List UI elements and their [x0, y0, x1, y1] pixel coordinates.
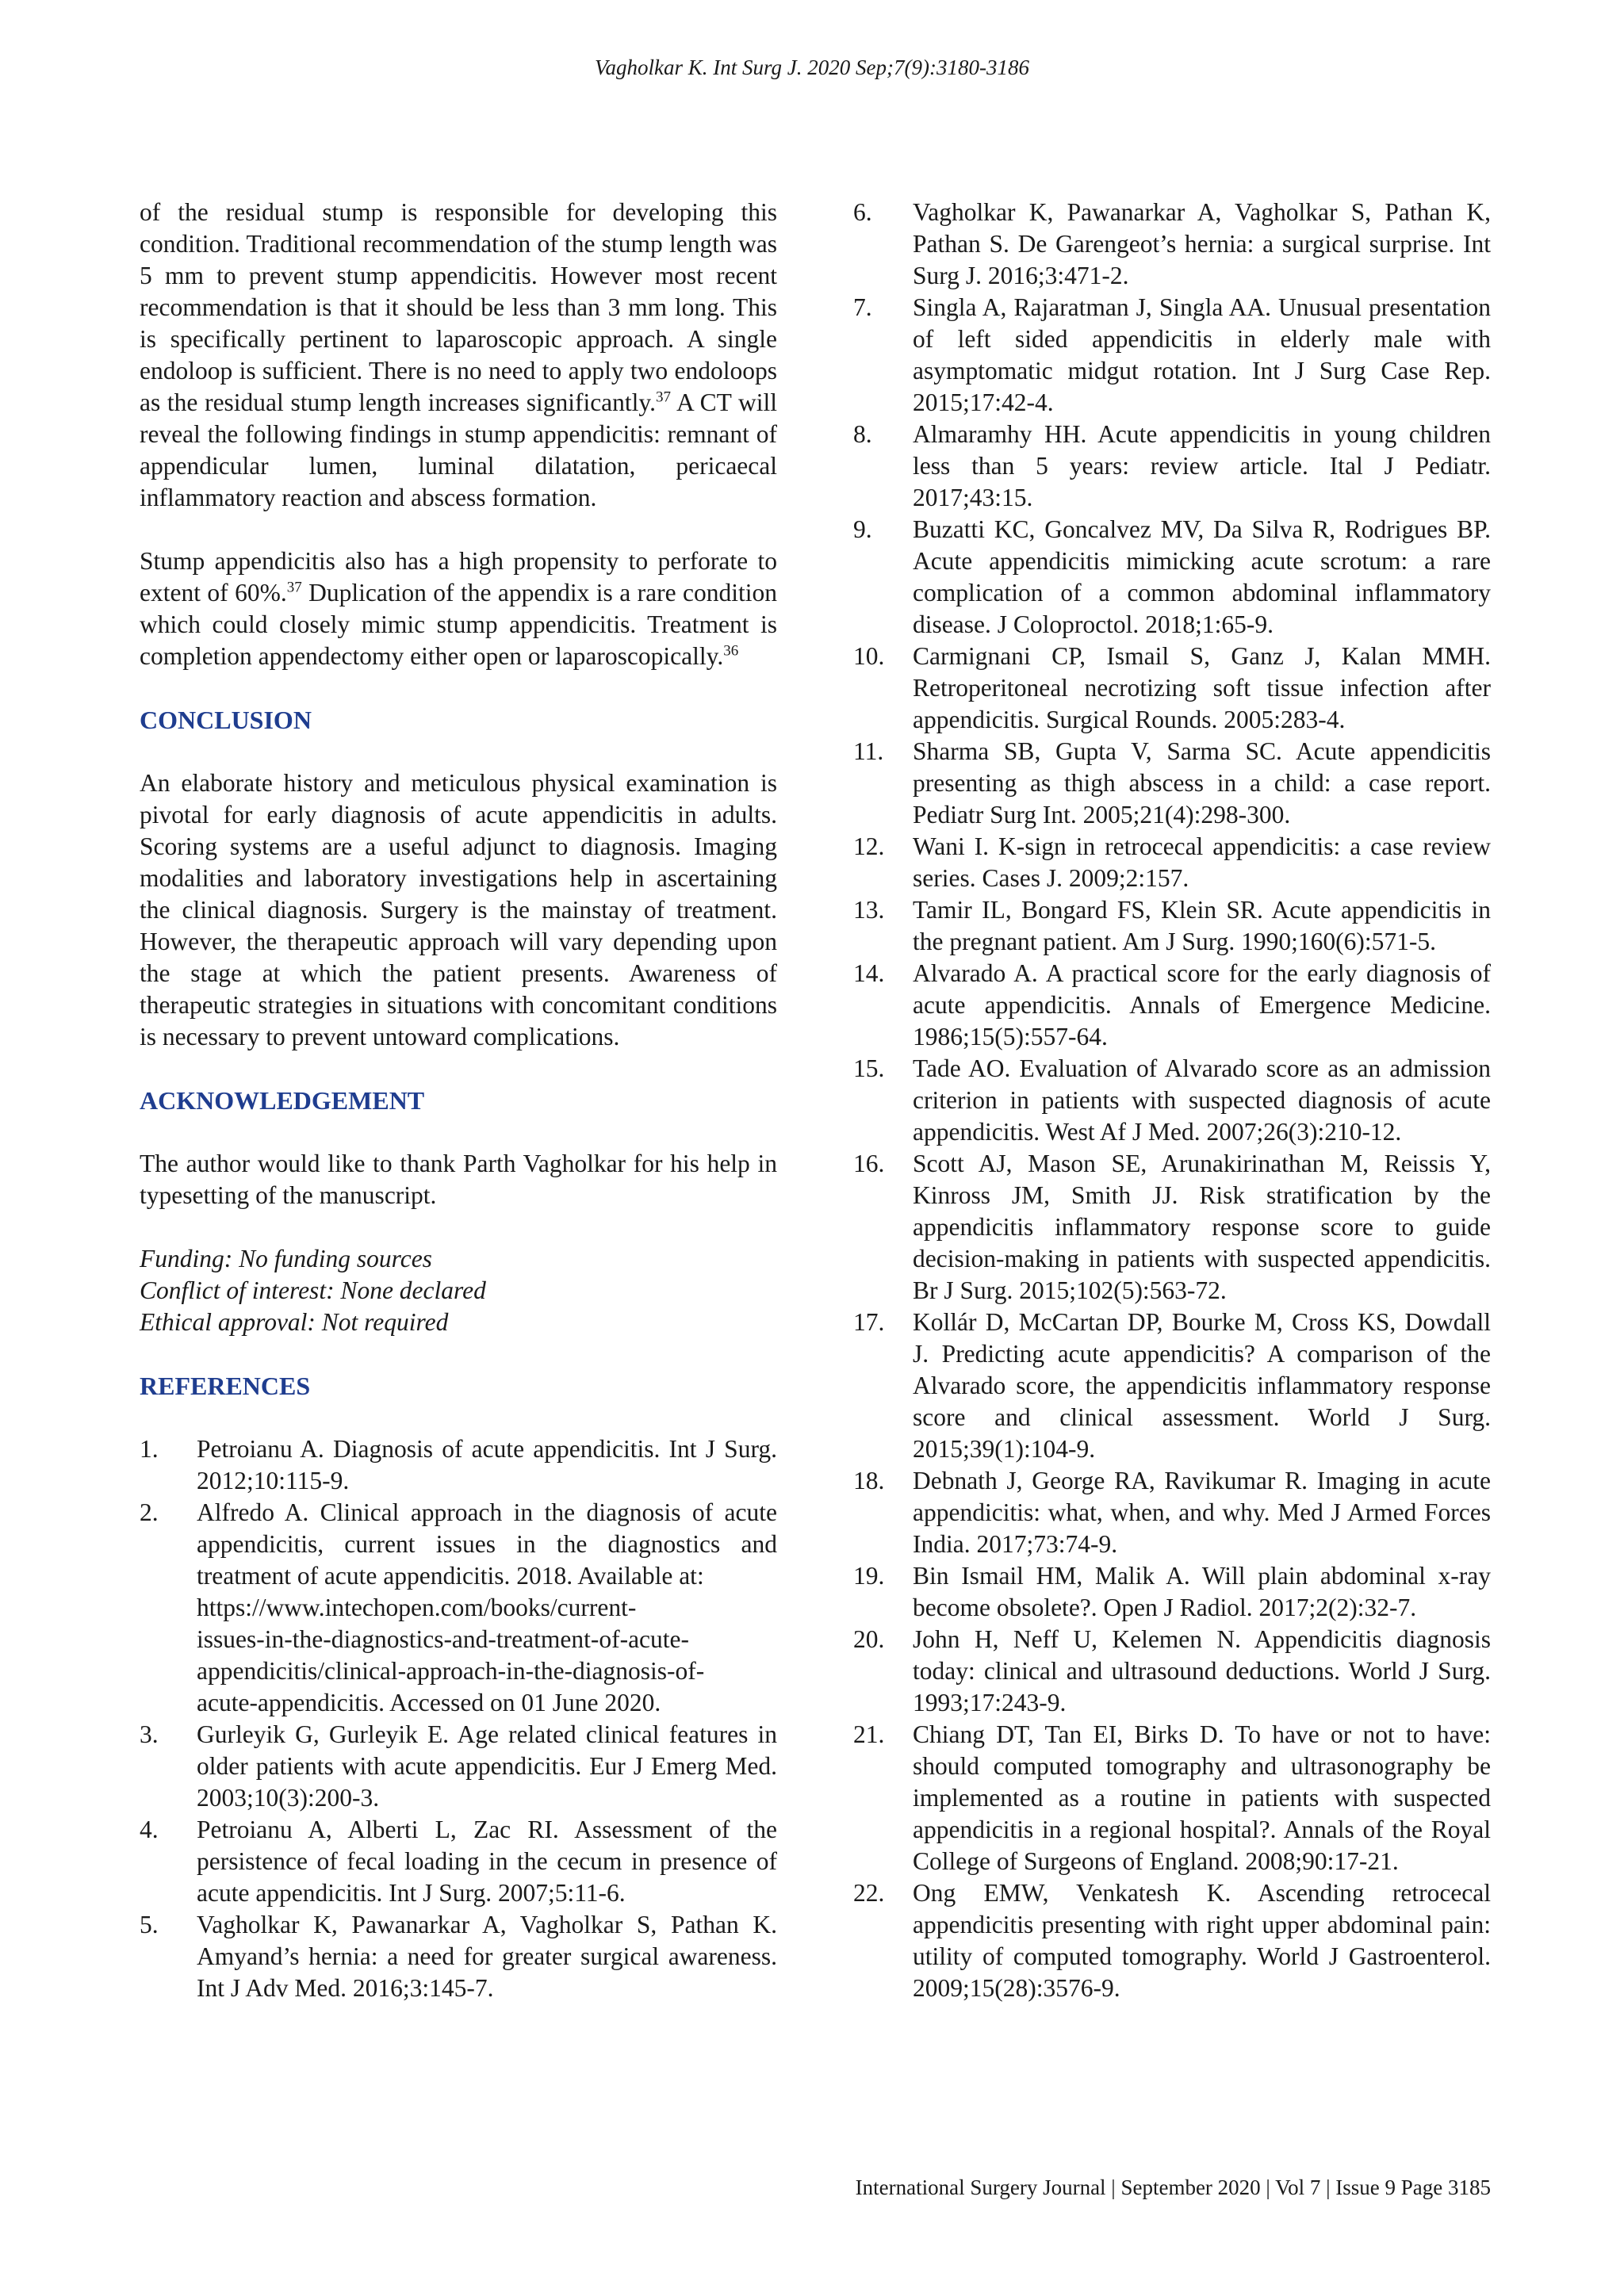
reference-text: Tamir IL, Bongard FS, Klein SR. Acute appendicitis in the pregnant patient. Am J Surg. 1990;160(6):571-5. [913, 896, 1491, 955]
reference-url-line[interactable]: acute-appendicitis. [197, 1689, 385, 1716]
conclusion-paragraph: An elaborate history and meticulous physical examination is pivotal for early diagnosis of acute appendicitis in adults. Scoring systems are a useful adjunct to diagnosis. Imaging modalities and laboratory investigations help in ascertaining the clinical diagnosis. Surgery is the mainstay of treatment. However, the therapeutic approach will vary depending upon the stage at which the patient presents. Awareness of therapeutic strategies in situations with concomitant conditions is necessary to prevent untoward complications. [140, 769, 777, 1050]
declarations [140, 1243, 777, 1338]
reference-number: 3. [140, 1720, 159, 1748]
reference-item [853, 1719, 1491, 1877]
reference-item [140, 1433, 777, 1497]
reference-text: Bin Ismail HM, Malik A. Will plain abdominal x-ray become obsolete?. Open J Radiol. 2017;2(2):32-7. [913, 1562, 1491, 1621]
reference-url-line[interactable]: https://www.intechopen.com/books/current- [197, 1594, 637, 1621]
running-head: Vagholkar K. Int Surg J. 2020 Sep;7(9):3180-3186 [595, 55, 1029, 79]
reference-number: 10. [853, 642, 885, 670]
reference-text: Carmignani CP, Ismail S, Ganz J, Kalan MMH. Retroperitoneal necrotizing soft tissue infection after appendicitis. Surgical Rounds. 2005:283-4. [913, 642, 1491, 733]
reference-text: Sharma SB, Gupta V, Sarma SC. Acute appendicitis presenting as thigh abscess in a child: a case report. Pediatr Surg Int. 2005;21(4):298-300. [913, 737, 1491, 828]
reference-text: Petroianu A. Diagnosis of acute appendicitis. Int J Surg. 2012;10:115-9. [197, 1435, 777, 1494]
reference-item [853, 1624, 1491, 1719]
reference-item [140, 1719, 777, 1814]
reference-item [853, 641, 1491, 736]
reference-number: 2. [140, 1498, 159, 1526]
reference-item [140, 1814, 777, 1909]
reference-item [853, 958, 1491, 1053]
right-column [853, 197, 1491, 2004]
reference-text: Chiang DT, Tan EI, Birks D. To have or not to have: should computed tomography and ultrasonography be implemented as a routine in patients with suspected appendicitis in a regional hospital?. Annals of the Royal College of Surgeons of England. 2008;90:17-21. [913, 1720, 1491, 1875]
reference-number: 16. [853, 1150, 885, 1177]
citation-superscript: 37 [286, 579, 302, 596]
reference-number: 8. [853, 420, 872, 448]
body-paragraph [140, 545, 777, 672]
page-footer: International Surgery Journal | September 2020 | Vol 7 | Issue 9 Page 3185 [855, 2175, 1491, 2199]
reference-text: Kollár D, McCartan DP, Bourke M, Cross KS, Dowdall J. Predicting acute appendicitis? A comparison of the Alvarado score, the appendicitis inflammatory response score and clinical assessment. World J Surg. 2015;39(1):104-9. [913, 1308, 1491, 1463]
reference-text: Ong EMW, Venkatesh K. Ascending retrocecal appendicitis presenting with right upper abdominal pain: utility of computed tomography. World J Gastroenterol. 2009;15(28):3576-9. [913, 1879, 1491, 2002]
reference-number: 12. [853, 832, 885, 860]
reference-text: Alvarado A. A practical score for the early diagnosis of acute appendicitis. Annals of Emergence Medicine. 1986;15(5):557-64. [913, 959, 1491, 1050]
reference-text: Almaramhy HH. Acute appendicitis in young children less than 5 years: review article. Ital J Pediatr. 2017;43:15. [913, 420, 1491, 511]
reference-number: 4. [140, 1816, 159, 1843]
reference-number: 21. [853, 1720, 885, 1748]
ethical-statement: Ethical approval: Not required [140, 1308, 449, 1336]
reference-number: 14. [853, 959, 885, 987]
reference-number: 17. [853, 1308, 885, 1336]
reference-number: 11. [853, 737, 884, 765]
reference-text: Gurleyik G, Gurleyik E. Age related clinical features in older patients with acute appendicitis. Eur J Emerg Med. 2003;10(3):200-3. [197, 1720, 777, 1812]
reference-item [853, 1053, 1491, 1148]
reference-item [853, 197, 1491, 292]
reference-text: Singla A, Rajaratman J, Singla AA. Unusual presentation of left sided appendicitis in elderly male with asymptomatic midgut rotation. Int J Surg Case Rep. 2015;17:42-4. [913, 293, 1491, 416]
reference-number: 6. [853, 198, 872, 226]
reference-item [853, 514, 1491, 641]
acknowledgement-paragraph: The author would like to thank Parth Vagholkar for his help in typesetting of the manuscript. [140, 1150, 777, 1209]
reference-number: 22. [853, 1879, 885, 1907]
reference-item [853, 1877, 1491, 2004]
conflict-statement: Conflict of interest: None declared [140, 1276, 486, 1304]
reference-text: Tade AO. Evaluation of Alvarado score as an admission criterion in patients with suspected diagnosis of acute appendicitis. West Af J Med. 2007;26(3):210-12. [913, 1054, 1491, 1146]
reference-item [853, 1465, 1491, 1560]
conclusion-heading: CONCLUSION [140, 706, 312, 734]
reference-number: 5. [140, 1911, 159, 1938]
left-column [140, 197, 777, 2004]
reference-number: 1. [140, 1435, 159, 1463]
reference-number: 15. [853, 1054, 885, 1082]
reference-text: Scott AJ, Mason SE, Arunakirinathan M, Reissis Y, Kinross JM, Smith JJ. Risk stratification by the appendicitis inflammatory response score to guide decision-making in patients with suspected appendicitis. Br J Surg. 2015;102(5):563-72. [913, 1150, 1491, 1304]
reference-url-line[interactable]: appendicitis/clinical-approach-in-the-diagnosis-of- [197, 1657, 705, 1685]
references-heading: REFERENCES [140, 1372, 311, 1400]
paragraph-text: of the residual stump is responsible for developing this condition. Traditional recommendation of the stump length was 5 mm to prevent stump appendicitis. However most recent recommendation is that it should be less than 3 mm long. This is specifically pertinent to laparoscopic approach. A single endoloop is sufficient. There is no need to apply two endoloops as the residual stump length increases significantly. [140, 198, 777, 416]
acknowledgement-heading: ACKNOWLEDGEMENT [140, 1086, 425, 1115]
reference-number: 19. [853, 1562, 885, 1590]
reference-item [853, 831, 1491, 894]
reference-text: Wani I. K-sign in retrocecal appendicitis: a case review series. Cases J. 2009;2:157. [913, 832, 1491, 892]
reference-text: Vagholkar K, Pawanarkar A, Vagholkar S, Pathan K, Pathan S. De Garengeot’s hernia: a surgical surprise. Int Surg J. 2016;3:471-2. [913, 198, 1491, 289]
citation-superscript: 37 [656, 388, 671, 406]
reference-text: Debnath J, George RA, Ravikumar R. Imaging in acute appendicitis: what, when, and why. Med J Armed Forces India. 2017;73:74-9. [913, 1467, 1491, 1558]
reference-item [853, 1148, 1491, 1307]
reference-text: Petroianu A, Alberti L, Zac RI. Assessment of the persistence of fecal loading in the cecum in presence of acute appendicitis. Int J Surg. 2007;5:11-6. [197, 1816, 777, 1907]
paragraph-text: A CT will reveal the following findings in stump appendicitis: remnant of appendicular lumen, luminal dilatation, pericaecal inflammatory reaction and abscess formation. [140, 388, 777, 511]
reference-item [853, 1560, 1491, 1624]
reference-item [853, 894, 1491, 958]
reference-item [853, 1307, 1491, 1465]
reference-item [853, 736, 1491, 831]
paragraph-text: Duplication of the appendix is a rare condition which could closely mimic stump appendicitis. Treatment is completion appendectomy either open or laparoscopically. [140, 579, 778, 670]
paragraph-text: Stump appendicitis also has a high propensity to perforate to extent of 60%. [140, 547, 777, 607]
reference-text: Alfredo A. Clinical approach in the diagnosis of acute appendicitis, current issues in the diagnostics and treatment of acute appendicitis. 2018. Available at: [197, 1498, 777, 1590]
reference-text: Vagholkar K, Pawanarkar A, Vagholkar S, Pathan K. Amyand’s hernia: a need for greater surgical awareness. Int J Adv Med. 2016;3:145-7. [197, 1911, 777, 2002]
reference-url-line[interactable]: issues-in-the-diagnostics-and-treatment-of-acute- [197, 1625, 690, 1653]
reference-text-block [197, 1497, 777, 1719]
reference-item [853, 419, 1491, 514]
reference-item [140, 1909, 777, 2004]
reference-text: John H, Neff U, Kelemen N. Appendicitis diagnosis today: clinical and ultrasound deductions. World J Surg. 1993;17:243-9. [913, 1625, 1491, 1716]
reference-item [140, 1497, 777, 1719]
body-paragraph [140, 197, 777, 514]
citation-superscript: 36 [723, 642, 739, 660]
reference-accessed: Accessed on 01 June 2020. [389, 1689, 661, 1716]
funding-statement: Funding: No funding sources [140, 1245, 432, 1272]
reference-number: 7. [853, 293, 872, 321]
reference-text: Buzatti KC, Goncalvez MV, Da Silva R, Rodrigues BP. Acute appendicitis mimicking acute scrotum: a rare complication of a common abdominal inflammatory disease. J Coloproctol. 2018;1:65-9. [913, 515, 1491, 638]
reference-number: 20. [853, 1625, 885, 1653]
reference-item [853, 292, 1491, 419]
reference-number: 18. [853, 1467, 885, 1494]
reference-number: 13. [853, 896, 885, 924]
reference-number: 9. [853, 515, 872, 543]
